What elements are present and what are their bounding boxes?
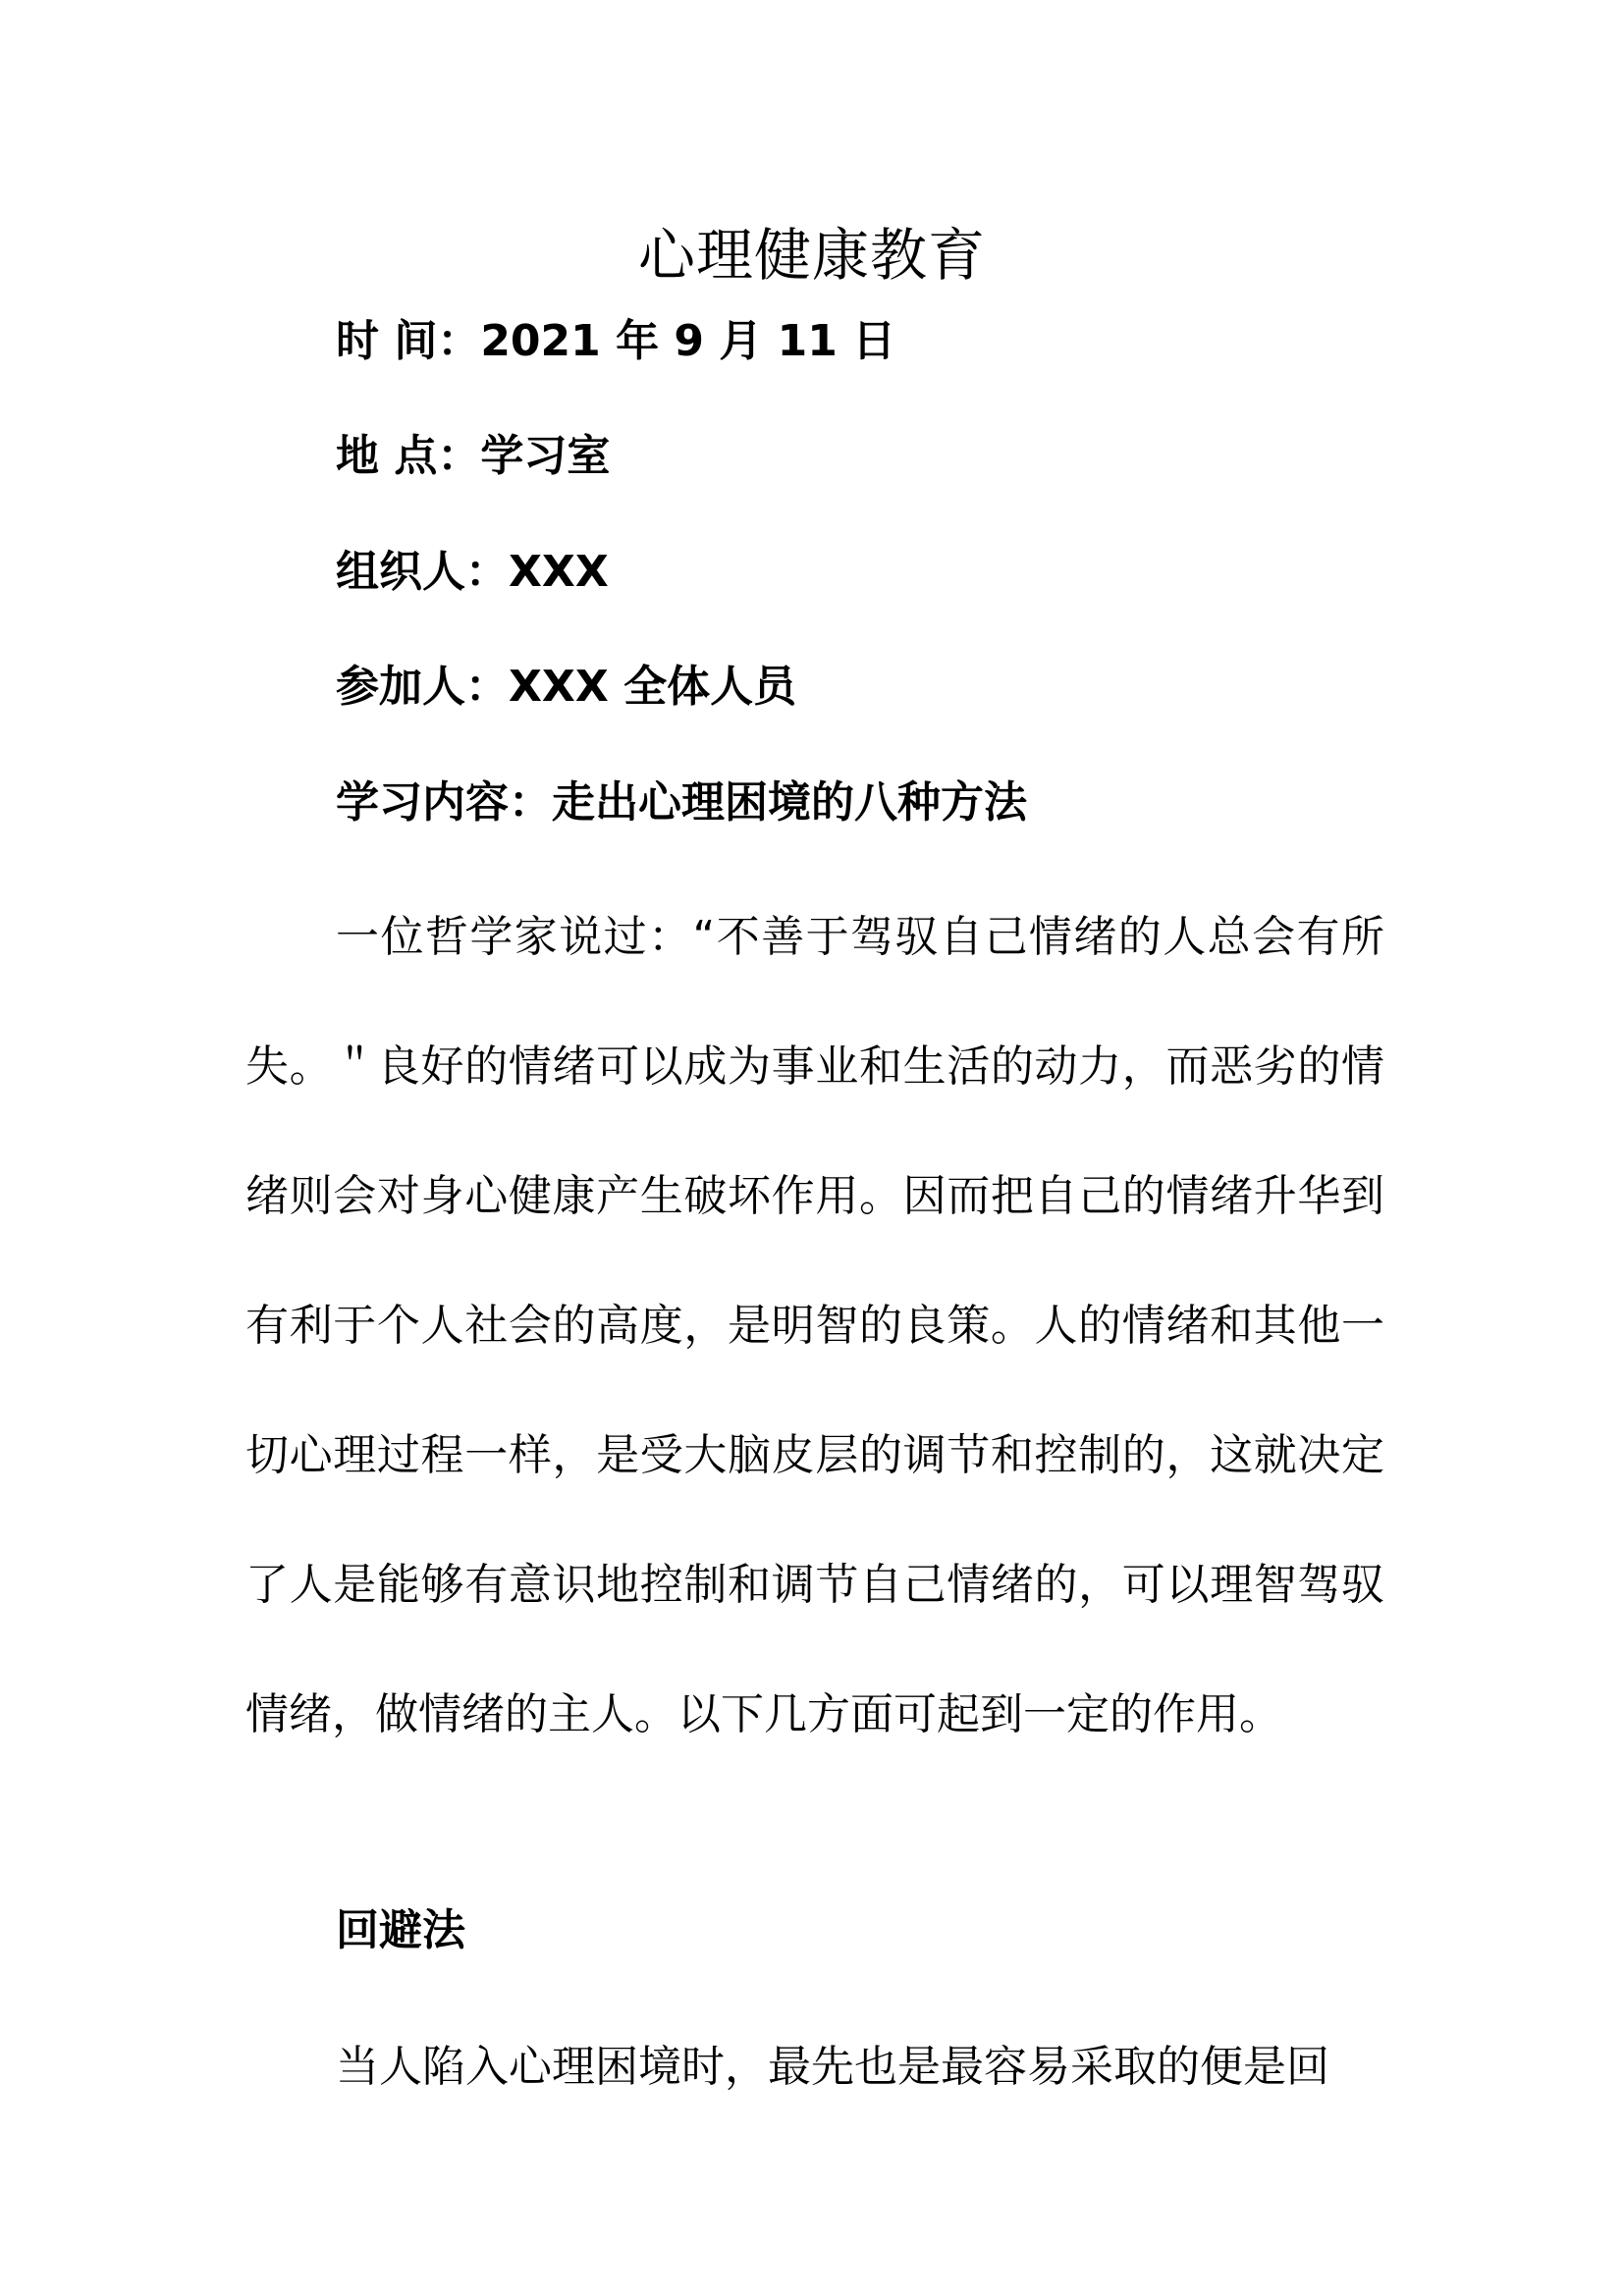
intro-paragraph: 一位哲学家说过：“不善于驾驭自己情绪的人总会有所失。＂良好的情绪可以成为事业和生活的动力，而恶劣的情绪则会对身心健康产生破坏作用。因而把自己的情绪升华到有利于个人社会的高度，是明智的良策。人的情绪和其他一切心理过程一样，是受大脑皮层的调节和控制的，这就决定了人是能够有意识地控制和调节自己情绪的，可以理智驾驭情绪，做情绪的主人。以下几方面可起到一定的作用。	[245, 912, 1384, 1739]
meta-study-content: 学习内容：走出心理困境的八种方法	[336, 777, 1027, 828]
meta-participants: 参加人：XXX 全体人员	[336, 662, 797, 712]
section-paragraph: 当人陷入心理困境时，最先也是最容易采取的便是回	[336, 2042, 1329, 2092]
meta-time: 时 间：2021 年 9 月 11 日	[336, 316, 896, 366]
document-title: 心理健康教育	[637, 222, 986, 289]
meta-place: 地 点：学习室	[336, 431, 611, 481]
meta-organizer: 组织人：XXX	[336, 547, 609, 597]
section-heading: 回避法	[336, 1905, 465, 1955]
